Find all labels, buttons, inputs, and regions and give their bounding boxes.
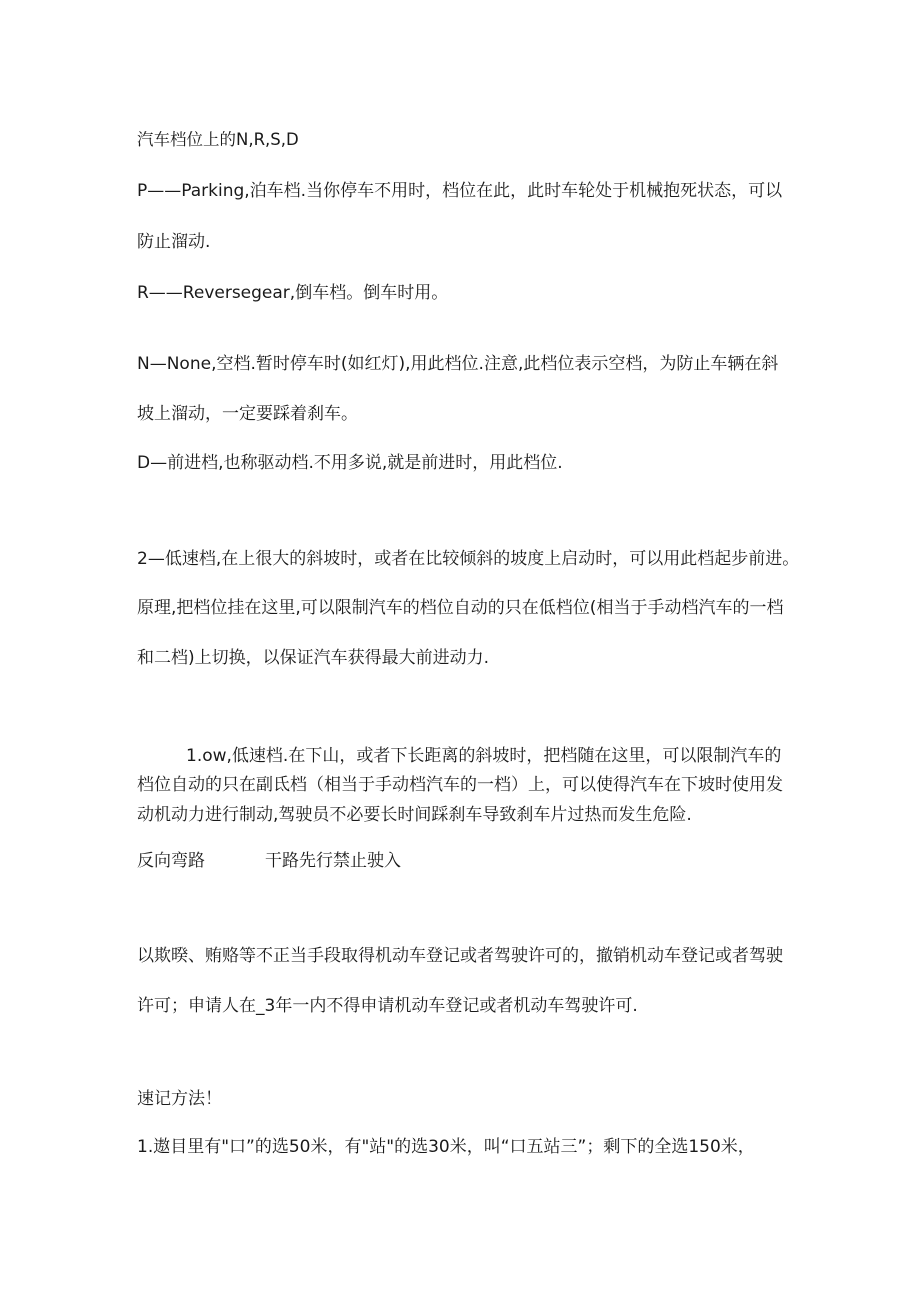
n-gear-text-line-2: 坡上溜动，一定要踩着刹车。 [137,404,358,424]
p-gear-text-line-2: 防止溜动. [137,232,211,252]
r-gear-text-line-1: R——Reversegear,倒车档。倒车时用。 [137,283,449,303]
memo-text-line-1: 1.遨目里有"口”的选50米，有"站"的选30米，叫“口五站三”；剩下的全选150米， [137,1137,755,1157]
penalty-text-line-1: 以欺暌、贿赂等不正当手段取得机动车登记或者驾驶许可的，撤销机动车登记或者驾驶 [137,946,783,966]
memo-title: 速记方法！ [137,1089,222,1109]
gear-2-text-line-1: 2—低速档,在上很大的斜坡时，或者在比较倾斜的坡度上启动时，可以用此档起步前进。 [137,549,800,569]
n-gear-text-line-1: N—None,空档.暂时停车时(如红灯),用此档位.注意,此档位表示空档，为防止车辆在斜 [137,354,779,374]
d-gear-text-line-1: D—前进档,也称驱动档.不用多说,就是前进时，用此档位. [137,453,563,473]
gear-2-text-line-3: 和二档)上切换，以保证汽车获得最大前进动力. [137,648,490,668]
sign-left-label: 反向弯路 [137,851,205,871]
sign-right-label: 干路先行禁止驶入 [265,851,401,871]
gear-2-text-line-2: 原理,把档位挂在这里,可以限制汽车的档位自动的只在低档位(相当于手动档汽车的一档 [137,598,784,618]
gear-low-text-line-2: 档位自动的只在副氐档（相当于手动档汽车的一档）上，可以使得汽车在下坡时使用发 [137,775,783,795]
penalty-text-line-2: 许可；申请人在_3年一内不得申请机动车登记或者机动车驾驶许可. [137,996,638,1016]
document-title: 汽车档位上的N,R,S,D [137,130,299,149]
gear-low-text-line-3: 动机动力进行制动,驾驶员不必要长时间踩刹车导致刹车片过热而发生危险. [137,805,692,825]
gear-low-text-line-1: 1.ow,低速档.在下山，或者下长距离的斜坡时，把档随在这里，可以限制汽车的 [186,746,782,766]
p-gear-text-line-1: P——Parking,泊车档.当你停车不用时，档位在此，此时车轮处于机械抱死状态，可以 [137,181,783,201]
